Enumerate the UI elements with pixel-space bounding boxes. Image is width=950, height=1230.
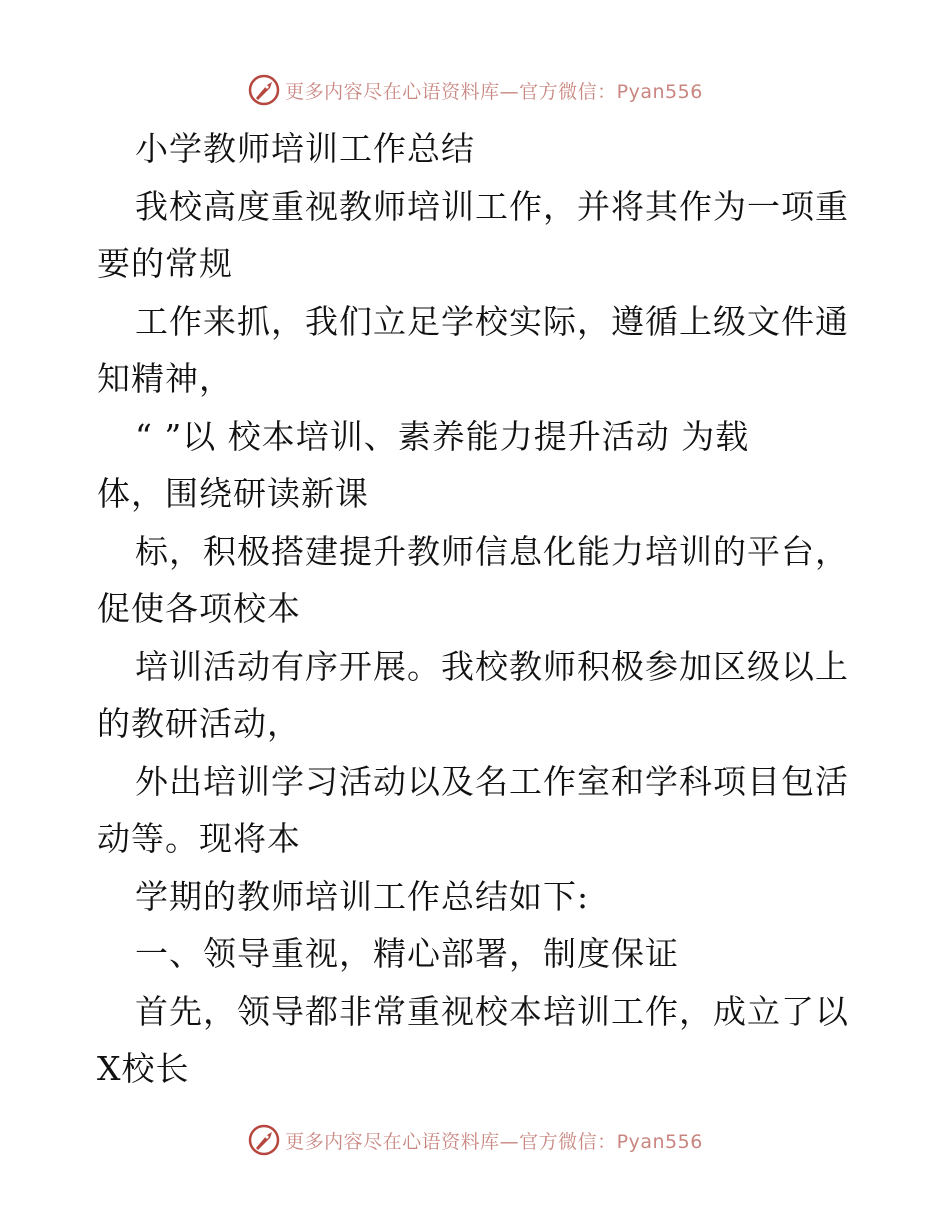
text-line: “ ”以 校本培训、素养能力提升活动 为载 bbox=[135, 416, 750, 456]
text-line: 我校高度重视教师培训工作，并将其作为一项重 bbox=[135, 186, 849, 226]
banner-text: 更多内容尽在心语资料库—官方微信：Pyan556 bbox=[285, 80, 703, 103]
pen-nib-logo-icon bbox=[247, 1123, 281, 1157]
footer-banner bbox=[0, 1120, 950, 1160]
text-line: 首先，领导都非常重视校本培训工作，成立了以 bbox=[135, 991, 849, 1031]
text-line: X校长 bbox=[97, 1049, 190, 1088]
document-body bbox=[97, 120, 857, 1098]
text-line: 外出培训学习活动以及名工作室和学科项目包活 bbox=[135, 761, 849, 801]
text-line: 要的常规 bbox=[97, 244, 233, 283]
text-line: 的教研活动， bbox=[97, 704, 301, 743]
header-banner bbox=[0, 70, 950, 110]
text-line: 小学教师培训工作总结 bbox=[135, 129, 475, 168]
text-line: 体，围绕研读新课 bbox=[97, 474, 369, 513]
text-line: 培训活动有序开展。我校教师积极参加区级以上 bbox=[135, 646, 849, 686]
text-line: 动等。现将本 bbox=[97, 819, 301, 858]
text-line: 促使各项校本 bbox=[97, 589, 301, 628]
text-line: 知精神， bbox=[97, 359, 233, 398]
text-line: 学期的教师培训工作总结如下: bbox=[135, 876, 590, 916]
text-line: 一、领导重视，精心部署，制度保证 bbox=[135, 934, 679, 973]
text-line: 工作来抓，我们立足学校实际，遵循上级文件通 bbox=[135, 301, 849, 341]
pen-nib-logo-icon bbox=[247, 73, 281, 107]
banner-text: 更多内容尽在心语资料库—官方微信：Pyan556 bbox=[285, 1130, 703, 1153]
text-line: 标，积极搭建提升教师信息化能力培训的平台， bbox=[135, 531, 849, 571]
